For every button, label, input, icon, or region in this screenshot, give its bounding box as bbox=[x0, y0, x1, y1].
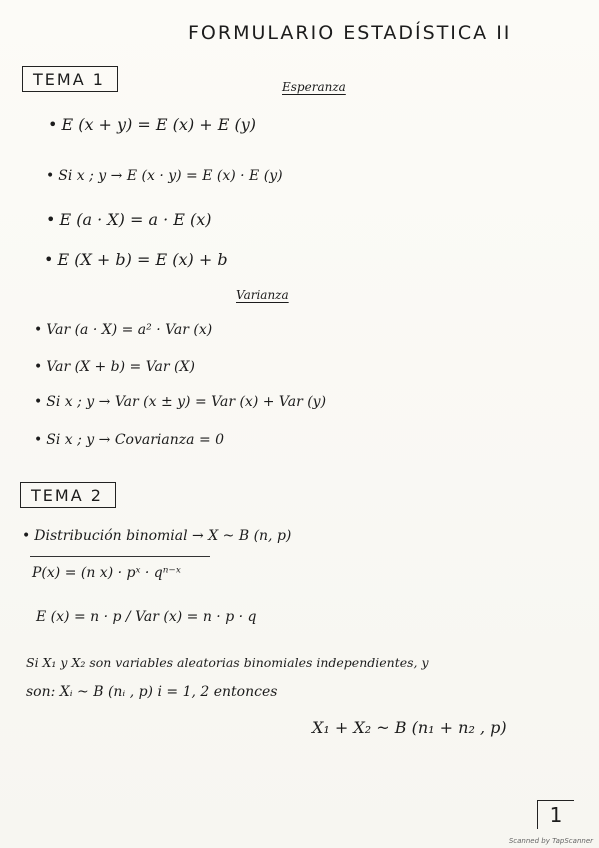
page-title: FORMULARIO ESTADÍSTICA II bbox=[188, 22, 512, 44]
sum-text-line-2: son: Xᵢ ~ B (nᵢ , p) i = 1, 2 entonces bbox=[26, 684, 278, 700]
esperanza-item bbox=[48, 115, 256, 134]
varianza-item bbox=[34, 432, 224, 448]
formula-text: E (x + y) = E (x) + E (y) bbox=[61, 115, 257, 134]
bullet-dot: • bbox=[46, 168, 55, 184]
formula-text: E (X + b) = E (x) + b bbox=[57, 250, 228, 269]
bullet-dot: • bbox=[44, 250, 54, 269]
binomial-heading bbox=[22, 528, 291, 544]
bullet-dot: • bbox=[22, 528, 31, 544]
varianza-item bbox=[34, 394, 326, 410]
esperanza-item bbox=[46, 210, 212, 229]
formula-text: Si x ; y → E (x · y) = E (x) · E (y) bbox=[58, 168, 283, 184]
varianza-heading: Varianza bbox=[236, 288, 289, 302]
esperanza-item bbox=[44, 250, 228, 269]
formula-text: Distribución binomial → X ~ B (n, p) bbox=[34, 528, 292, 544]
formula-text: E (a · X) = a · E (x) bbox=[59, 210, 212, 229]
bullet-dot: • bbox=[34, 394, 43, 410]
bullet-dot: • bbox=[34, 359, 43, 375]
esperanza-heading: Esperanza bbox=[282, 80, 346, 94]
formula-text: Si x ; y → Var (x ± y) = Var (x) + Var (y) bbox=[46, 394, 327, 410]
bullet-dot: • bbox=[48, 115, 58, 134]
tema-2-label: TEMA 2 bbox=[20, 482, 116, 508]
esperanza-item bbox=[46, 168, 283, 184]
underline-divider bbox=[30, 556, 210, 557]
binomial-moments: E (x) = n · p / Var (x) = n · p · q bbox=[36, 609, 257, 625]
scanner-watermark: Scanned by TapScanner bbox=[508, 837, 593, 845]
page-number: 1 bbox=[537, 800, 574, 829]
formula-text: Var (X + b) = Var (X) bbox=[46, 359, 195, 375]
formula-text: Var (a · X) = a² · Var (x) bbox=[46, 322, 213, 338]
sum-result: X₁ + X₂ ~ B (n₁ + n₂ , p) bbox=[312, 718, 507, 737]
bullet-dot: • bbox=[46, 210, 56, 229]
sum-text-line-1: Si X₁ y X₂ son variables aleatorias binomiales independientes, y bbox=[26, 655, 429, 670]
tema-1-label: TEMA 1 bbox=[22, 66, 118, 92]
formula-text: Si x ; y → Covarianza = 0 bbox=[46, 432, 225, 448]
bullet-dot: • bbox=[34, 322, 43, 338]
varianza-item bbox=[34, 322, 212, 338]
binomial-pmf: P(x) = (n x) · pˣ · qⁿ⁻ˣ bbox=[32, 565, 181, 581]
bullet-dot: • bbox=[34, 432, 43, 448]
varianza-item bbox=[34, 359, 195, 375]
